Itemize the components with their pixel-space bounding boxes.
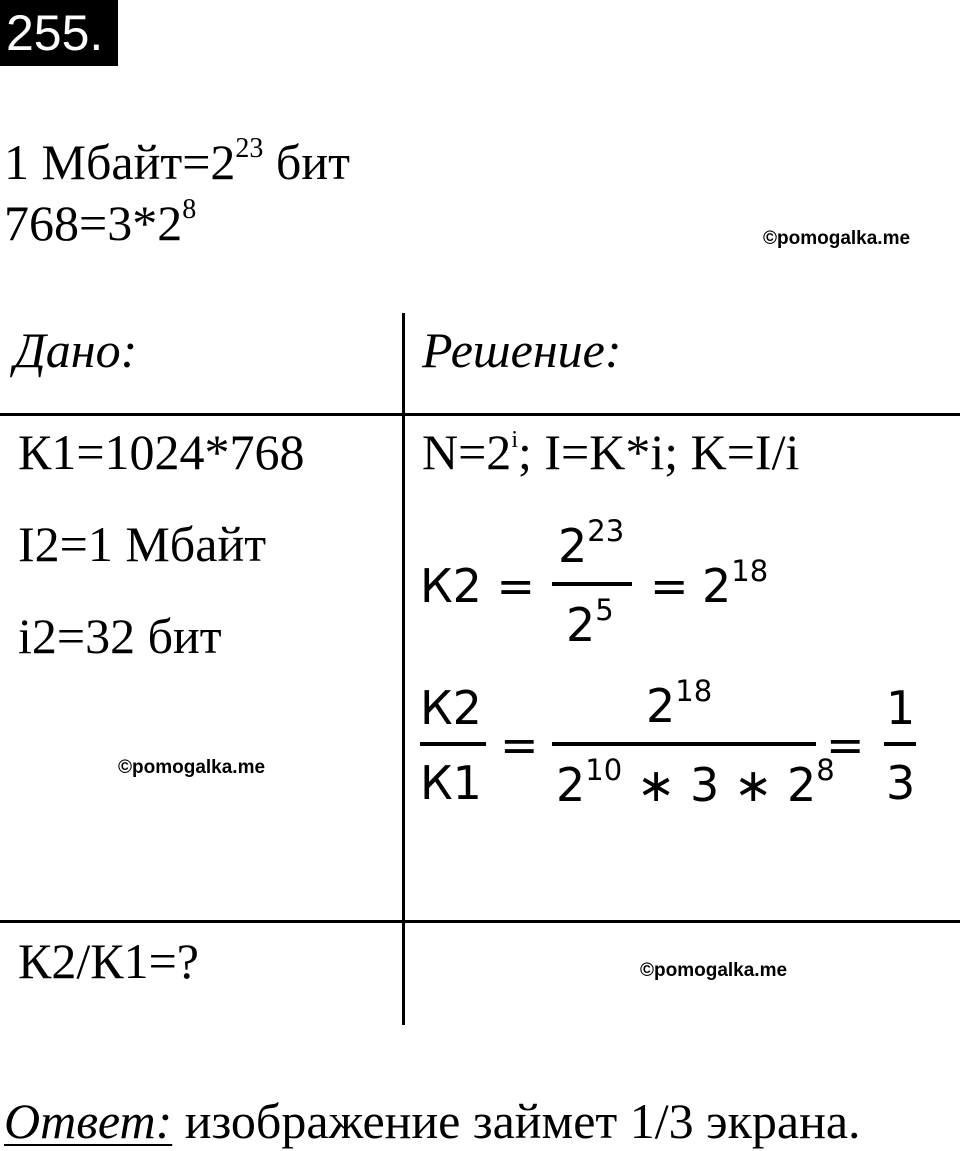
intro-line-1: 1 $Мбайт=2^{23}$ бит [4,133,350,190]
question: К2/К1=? [18,933,199,989]
eq2-lhs-denominator: К1 [420,756,482,810]
eq2-numerator: $2^{18}$ [646,674,713,733]
given-i2-volume: I2=1 Мбайт [18,516,267,572]
given-i2-depth: i2=32 бит [18,608,222,664]
eq2-denominator: $2^{10}$ ∗ 3 ∗ $2^8$ [556,753,835,812]
eq1-result: $2^{18}$ [702,554,769,613]
eq2-result-bar [884,742,916,746]
eq1-lhs: К2 = [420,559,536,613]
answer-text: изображение займет 1/3 экрана. [172,1093,861,1149]
problem-number: 255. [0,0,118,66]
eq2-fraction-bar [552,742,816,746]
eq1-denominator: $2^5$ [566,593,614,652]
eq1-numerator: $2^{23}$ [558,514,625,573]
eq1-equals: = [650,559,689,613]
eq2-equals-2: = [826,718,865,772]
table-question-divider [0,920,960,923]
given-header: Дано: [14,322,138,378]
given-k1: К1=1024*768 [18,424,305,480]
eq2-lhs-numerator: К2 [420,681,482,735]
watermark-left: ©pomogalka.me [118,757,266,778]
table-vertical-divider [402,313,405,1025]
eq1-fraction-bar [552,582,632,586]
eq2-lhs-bar [420,742,486,746]
answer-label: Ответ: [4,1093,173,1149]
answer-line [4,1093,861,1149]
table-header-divider [0,413,960,416]
eq2-result-numerator: 1 [886,681,916,735]
eq2-equals-1: = [500,718,539,772]
formula-line: $N=2^i$; I=K*i; K=I/i [422,424,800,480]
watermark-top: ©pomogalka.me [763,228,911,249]
intro-line-2: $768=3*2^8$ [4,194,197,251]
watermark-bottom: ©pomogalka.me [640,960,788,981]
eq2-result-denominator: 3 [886,756,916,810]
solution-header: Решение: [422,322,622,378]
